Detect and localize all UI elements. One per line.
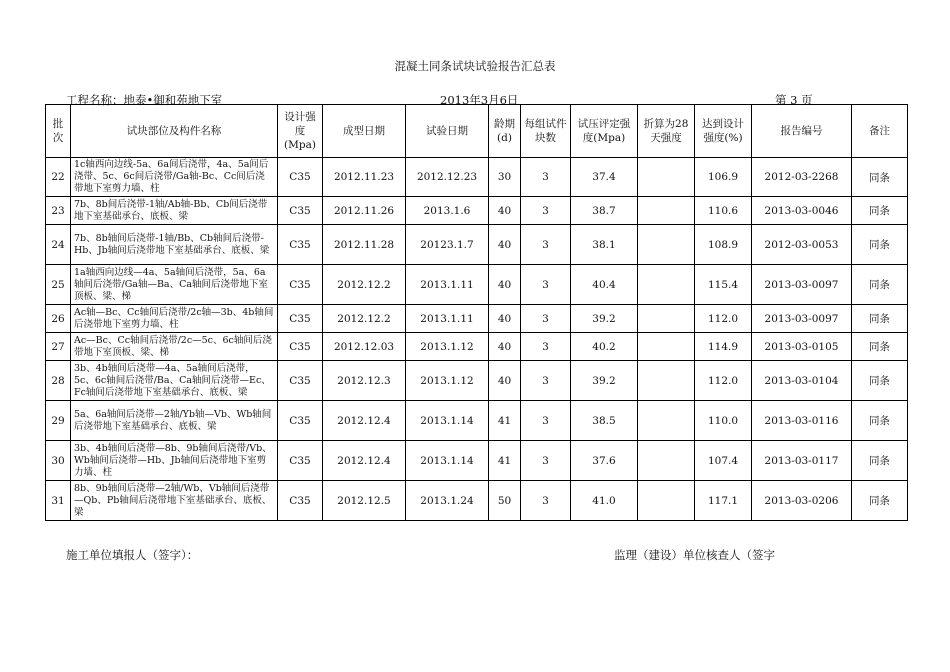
table-row [46,481,908,521]
cell-forming-date: 2012.12.4 [323,441,406,481]
table-row [46,361,908,401]
cell-description: Ac轴—Bc、Cc轴间后浇带/2c轴—3b、4b轴间后浇带地下室剪力墙、柱 [71,305,278,333]
cell-test-date: 2013.1.12 [406,361,489,401]
page-title: 混凝土同条试块试验报告汇总表 [394,59,556,73]
cell-remark: 同条 [852,197,908,225]
header-age: 龄期(d) [489,105,521,158]
cell-design-grade: C35 [278,158,323,197]
table-header-row [46,105,908,158]
cell-eval-strength: 41.0 [571,481,638,521]
cell-converted-28d [638,401,695,441]
cell-test-date: 2013.1.11 [406,265,489,305]
cell-report-no: 2013-03-0097 [752,305,852,333]
header-description: 试块部位及构件名称 [71,105,278,158]
cell-report-no: 2012-03-2268 [752,158,852,197]
cell-batch: 27 [46,333,71,361]
cell-description: Ac—Bc、Cc轴间后浇带/2c—5c、6c轴间后浇带地下室顶板、梁、梯 [71,333,278,361]
cell-report-no: 2013-03-0117 [752,441,852,481]
cell-percent-design: 110.6 [695,197,752,225]
cell-converted-28d [638,481,695,521]
cell-converted-28d [638,197,695,225]
cell-eval-strength: 38.5 [571,401,638,441]
cell-design-grade: C35 [278,481,323,521]
cell-design-grade: C35 [278,305,323,333]
cell-converted-28d [638,265,695,305]
table-row [46,197,908,225]
contractor-signature-label: 施工单位填报人（签字）： [66,548,199,562]
cell-eval-strength: 37.4 [571,158,638,197]
cell-remark: 同条 [852,481,908,521]
table-row [46,333,908,361]
cell-age: 40 [489,361,521,401]
cell-forming-date: 2012.12.2 [323,305,406,333]
header-forming-date: 成型日期 [323,105,406,158]
cell-design-grade: C35 [278,225,323,265]
cell-batch: 31 [46,481,71,521]
cell-converted-28d [638,361,695,401]
cell-remark: 同条 [852,265,908,305]
cell-eval-strength: 37.6 [571,441,638,481]
cell-converted-28d [638,441,695,481]
cell-age: 41 [489,441,521,481]
cell-design-grade: C35 [278,361,323,401]
cell-forming-date: 2012.11.28 [323,225,406,265]
cell-description: 5a、6a轴间后浇带—2轴/Yb轴—Vb、Wb轴间后浇带地下室基础承台、底板、梁 [71,401,278,441]
cell-age: 40 [489,197,521,225]
cell-batch: 29 [46,401,71,441]
cell-report-no: 2012-03-0053 [752,225,852,265]
cell-forming-date: 2012.12.2 [323,265,406,305]
cell-age: 30 [489,158,521,197]
cell-percent-design: 108.9 [695,225,752,265]
cell-eval-strength: 38.1 [571,225,638,265]
cell-description: 7b、8b间后浇带-1轴/Ab轴-Bb、Cb间后浇带地下室基础承台、底板、梁 [71,197,278,225]
cell-description: 7b、8b轴间后浇带-1轴/Bb、Cb轴间后浇带-Hb、Jb轴间后浇带地下室基础承台、底板、梁 [71,225,278,265]
cell-blocks: 3 [521,158,571,197]
cell-description: 1a轴西向边线—4a、5a轴间后浇带，5a、6a轴间后浇带/Ga轴—Ba、Ca轴间后浇带地下室顶板、梁、梯 [71,265,278,305]
table-row [46,441,908,481]
cell-eval-strength: 40.4 [571,265,638,305]
header-blocks-per-group: 每组试件块数 [521,105,571,158]
cell-eval-strength: 40.2 [571,333,638,361]
cell-design-grade: C35 [278,401,323,441]
table-row [46,265,908,305]
cell-batch: 28 [46,361,71,401]
table-body [46,158,908,521]
page-number: 第 3 页 [775,93,813,107]
cell-test-date: 2013.1.24 [406,481,489,521]
cell-forming-date: 2012.11.23 [323,158,406,197]
cell-blocks: 3 [521,225,571,265]
table-row [46,225,908,265]
cell-percent-design: 117.1 [695,481,752,521]
cell-converted-28d [638,225,695,265]
cell-forming-date: 2012.12.3 [323,361,406,401]
cell-batch: 23 [46,197,71,225]
cell-blocks: 3 [521,441,571,481]
summary-table [45,104,908,521]
cell-report-no: 2013-03-0206 [752,481,852,521]
cell-remark: 同条 [852,225,908,265]
cell-remark: 同条 [852,361,908,401]
cell-description: 8b、9b轴间后浇带—2轴/Wb、Vb轴间后浇带—Qb、Pb轴间后浇带地下室基础承台、底板、梁 [71,481,278,521]
cell-batch: 30 [46,441,71,481]
cell-batch: 22 [46,158,71,197]
cell-converted-28d [638,158,695,197]
table-row [46,305,908,333]
cell-remark: 同条 [852,305,908,333]
table-row [46,158,908,197]
report-date: 2013年3月6日 [440,93,519,107]
cell-test-date: 20123.1.7 [406,225,489,265]
cell-batch: 26 [46,305,71,333]
cell-blocks: 3 [521,197,571,225]
header-remarks: 备注 [852,105,908,158]
cell-percent-design: 112.0 [695,305,752,333]
cell-design-grade: C35 [278,333,323,361]
cell-blocks: 3 [521,361,571,401]
cell-eval-strength: 39.2 [571,361,638,401]
cell-forming-date: 2012.12.5 [323,481,406,521]
cell-age: 40 [489,333,521,361]
cell-report-no: 2013-03-0104 [752,361,852,401]
cell-remark: 同条 [852,441,908,481]
cell-design-grade: C35 [278,265,323,305]
table-row [46,401,908,441]
cell-description: 1c轴西向边线-5a、6a间后浇带，4a、5a间后浇带、5c、6c间后浇带/Ga轴-Bc、Cc间后浇带地下室剪力墙、柱 [71,158,278,197]
cell-test-date: 2013.1.14 [406,441,489,481]
header-batch: 批次 [46,105,71,158]
header-design-strength: 设计强度(Mpa) [278,105,323,158]
cell-design-grade: C35 [278,197,323,225]
cell-converted-28d [638,333,695,361]
cell-test-date: 2012.12.23 [406,158,489,197]
cell-description: 3b、4b轴间后浇带—8b、9b轴间后浇带/Vb、Wb轴间后浇带—Hb、Jb轴间后浇带地下室剪力墙、柱 [71,441,278,481]
cell-batch: 25 [46,265,71,305]
project-name: 工程名称：地泰•御和苑地下室 [66,93,223,107]
cell-percent-design: 112.0 [695,361,752,401]
cell-batch: 24 [46,225,71,265]
cell-blocks: 3 [521,481,571,521]
cell-report-no: 2013-03-0097 [752,265,852,305]
cell-percent-design: 106.9 [695,158,752,197]
header-report-no: 报告编号 [752,105,852,158]
cell-design-grade: C35 [278,441,323,481]
cell-age: 40 [489,305,521,333]
cell-percent-design: 110.0 [695,401,752,441]
cell-blocks: 3 [521,305,571,333]
cell-age: 41 [489,401,521,441]
cell-age: 40 [489,225,521,265]
supervisor-signature-label: 监理（建设）单位核查人（签字 [614,548,775,562]
cell-forming-date: 2012.12.03 [323,333,406,361]
cell-forming-date: 2012.11.26 [323,197,406,225]
cell-age: 50 [489,481,521,521]
cell-test-date: 2013.1.11 [406,305,489,333]
cell-percent-design: 114.9 [695,333,752,361]
cell-blocks: 3 [521,333,571,361]
cell-blocks: 3 [521,265,571,305]
header-eval-strength: 试压评定强度(Mpa) [571,105,638,158]
cell-eval-strength: 38.7 [571,197,638,225]
cell-blocks: 3 [521,401,571,441]
cell-remark: 同条 [852,333,908,361]
cell-eval-strength: 39.2 [571,305,638,333]
cell-forming-date: 2012.12.4 [323,401,406,441]
cell-remark: 同条 [852,401,908,441]
cell-description: 3b、4b轴间后浇带—4a、5a轴间后浇带，5c、6c轴间后浇带/Ba、Ca轴间后浇带—Ec、Fc轴间后浇带地下室基础承台、底板、梁 [71,361,278,401]
cell-percent-design: 107.4 [695,441,752,481]
cell-test-date: 2013.1.14 [406,401,489,441]
cell-converted-28d [638,305,695,333]
cell-report-no: 2013-03-0046 [752,197,852,225]
cell-percent-design: 115.4 [695,265,752,305]
cell-age: 40 [489,265,521,305]
cell-report-no: 2013-03-0105 [752,333,852,361]
cell-test-date: 2013.1.6 [406,197,489,225]
cell-report-no: 2013-03-0116 [752,401,852,441]
cell-remark: 同条 [852,158,908,197]
cell-test-date: 2013.1.12 [406,333,489,361]
header-percent-design: 达到设计强度(%) [695,105,752,158]
header-test-date: 试验日期 [406,105,489,158]
header-converted-28d: 折算为28天强度 [638,105,695,158]
